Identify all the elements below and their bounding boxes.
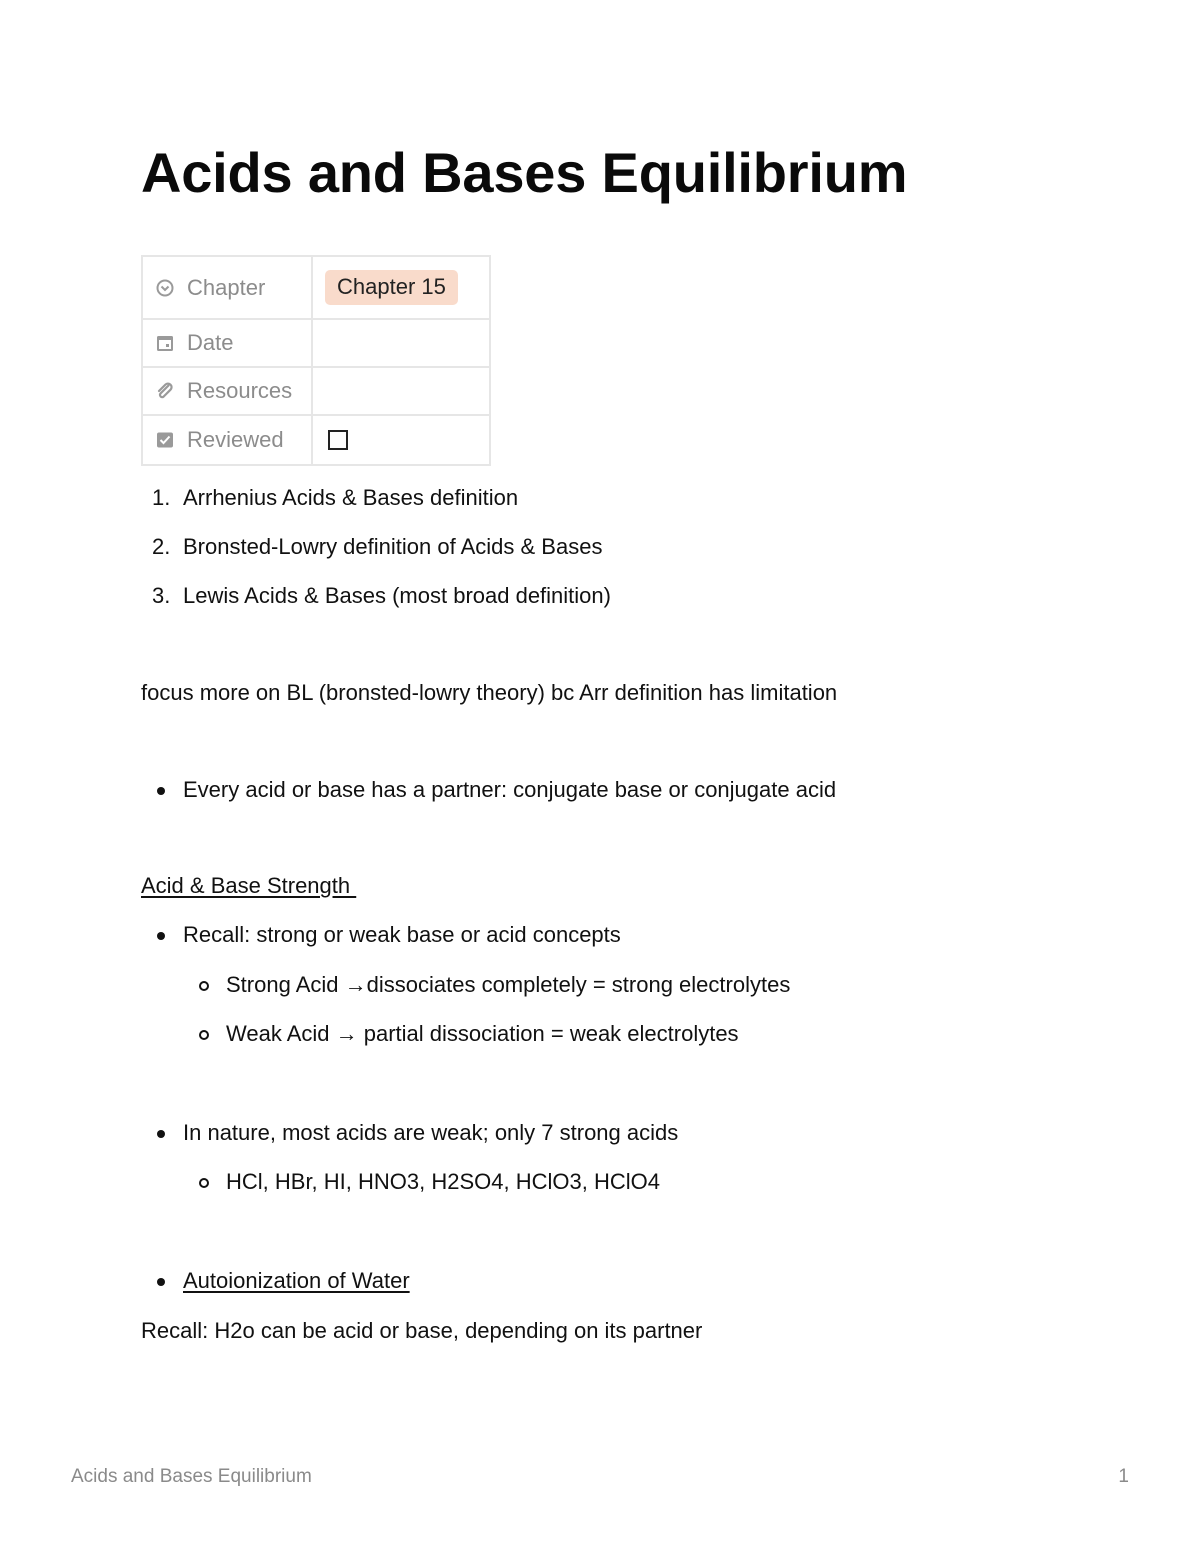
bullet-item-partner: Every acid or base has a partner: conjugate base or conjugate acid	[183, 777, 837, 802]
property-row-reviewed	[142, 415, 490, 465]
properties-table	[141, 255, 491, 466]
date-value[interactable]	[312, 319, 490, 367]
list-item: Arrhenius Acids & Bases definition	[183, 485, 519, 510]
list-item: Lewis Acids & Bases (most broad definition)	[183, 583, 611, 608]
list-number: 3.	[152, 583, 171, 608]
sub-bullet-ring	[199, 1030, 209, 1040]
property-label: Resources	[187, 378, 293, 403]
bullet-dot	[157, 787, 165, 795]
property-label: Reviewed	[187, 427, 284, 452]
focus-paragraph: focus more on BL (bronsted-lowry theory) bc Arr definition has limitation	[141, 680, 838, 705]
list-number: 2.	[152, 534, 171, 559]
bullet-dot	[157, 1278, 165, 1286]
resources-value[interactable]	[312, 367, 490, 415]
bullet-dot	[157, 1130, 165, 1138]
bullet-item-nature: In nature, most acids are weak; only 7 strong acids	[183, 1120, 679, 1145]
reviewed-checkbox[interactable]	[328, 430, 348, 450]
property-label: Chapter	[187, 274, 266, 300]
water-recall-paragraph: Recall: H2o can be acid or base, depending on its partner	[141, 1318, 703, 1343]
autoionization-heading: Autoionization of Water	[183, 1268, 410, 1293]
strength-heading: Acid & Base Strength	[141, 873, 357, 898]
property-label: Date	[187, 330, 234, 355]
page-title: Acids and Bases Equilibrium	[141, 141, 908, 204]
select-icon	[156, 279, 174, 297]
sub-bullet-ring	[199, 981, 209, 991]
sub-bullet-strong-acids-list: HCl, HBr, HI, HNO3, H2SO4, HClO3, HClO4	[226, 1169, 660, 1194]
bullet-dot	[157, 932, 165, 940]
bullet-item-recall: Recall: strong or weak base or acid concepts	[183, 922, 621, 947]
sub-bullet-weak-acid: Weak Acid → partial dissociation = weak electrolytes	[226, 1021, 739, 1046]
footer-title: Acids and Bases Equilibrium	[71, 1466, 312, 1487]
property-row-resources	[142, 367, 490, 415]
footer-page-number: 1	[1118, 1466, 1129, 1487]
property-row-chapter	[142, 256, 490, 319]
property-row-date	[142, 319, 490, 367]
list-number: 1.	[152, 485, 171, 510]
paperclip-icon	[156, 382, 174, 400]
sub-bullet-ring	[199, 1178, 209, 1188]
calendar-icon	[156, 334, 174, 352]
chapter-tag[interactable]: Chapter 15	[325, 270, 458, 305]
list-item: Bronsted-Lowry definition of Acids & Bases	[183, 534, 603, 559]
checkbox-icon	[156, 431, 174, 449]
sub-bullet-strong-acid: Strong Acid →dissociates completely = strong electrolytes	[226, 972, 791, 997]
